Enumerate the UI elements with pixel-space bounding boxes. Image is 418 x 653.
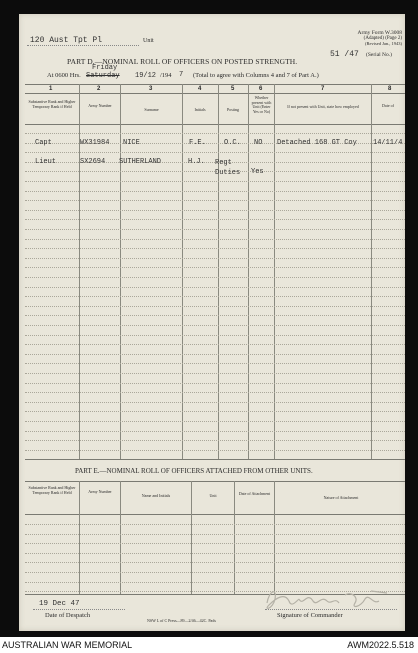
form-adapted: (Adapted) (Page 2) <box>363 36 402 41</box>
header-army-number: Army Number <box>88 103 112 108</box>
ruled-line <box>25 200 405 201</box>
part-e-col-line <box>79 481 80 594</box>
part-e-col-line <box>120 481 121 594</box>
despatch-date: 19 Dec 47 <box>39 600 80 608</box>
ruled-line <box>25 287 405 288</box>
part-d-top-border <box>25 84 405 85</box>
unit-value: 120 Aust Tpt Pl <box>30 36 103 45</box>
header-initials: Initials <box>194 107 206 112</box>
col-number-5: 5 <box>231 86 235 92</box>
year-digit: 7 <box>179 71 184 79</box>
e-header-army-number: Army Number <box>88 489 112 494</box>
ruled-line <box>25 524 405 525</box>
row-rank: Capt <box>35 139 52 147</box>
ruled-line <box>25 553 405 554</box>
document-page <box>19 14 405 631</box>
row-rank: Lieut <box>35 158 57 166</box>
ruled-line <box>25 543 405 544</box>
ruled-line <box>25 411 405 412</box>
ruled-line <box>25 373 405 374</box>
ruled-line <box>25 181 405 182</box>
total-note: (Total to agree with Columns 4 and 7 of Part A.) <box>193 72 319 79</box>
part-e-title: PART E.—NOMINAL ROLL OF OFFICERS ATTACHED FROM OTHER UNITS. <box>75 467 313 475</box>
header-posting: Posting <box>226 107 239 112</box>
row-surname: SUTHERLAND <box>119 158 162 166</box>
ruled-line <box>25 383 405 384</box>
day-handwritten: Friday <box>92 64 118 72</box>
ruled-line <box>25 363 405 364</box>
ruled-line <box>25 562 405 563</box>
col-number-6: 6 <box>259 86 263 92</box>
signature-label: Signature of Commander <box>277 612 343 619</box>
row-initials: F.E. <box>189 139 206 147</box>
header-present: Whether present with Unit (Enter Yes or No) <box>251 95 272 114</box>
printer-note: NSW L of C Press—89—2/46—42C. Pads <box>147 618 216 623</box>
unit-underline <box>27 45 139 46</box>
part-e-col-line <box>234 481 235 594</box>
ruled-line <box>25 335 405 336</box>
col-number-7: 7 <box>321 86 325 92</box>
e-header-name: Name and Initials <box>141 493 171 498</box>
ruled-line <box>25 450 405 451</box>
row-posting: O.C. <box>224 139 241 147</box>
ruled-line <box>25 344 405 345</box>
e-header-rank: Substantive Rank and Higher Temporary Rank if Held <box>28 485 76 495</box>
serial-value: 51 /47 <box>330 50 359 59</box>
part-e-col-line <box>274 481 275 594</box>
row-present: NO <box>254 139 263 147</box>
ruled-line <box>25 402 405 403</box>
form-revised: (Revised Jan., 1943) <box>365 41 402 46</box>
ruled-line <box>25 572 405 573</box>
header-employed: If not present with Unit, state how employed <box>287 104 359 109</box>
unit-label: Unit <box>143 38 154 44</box>
ruled-line <box>25 392 405 393</box>
row-posting: Regt Duties <box>215 159 241 177</box>
ruled-line <box>25 315 405 316</box>
ruled-line <box>25 219 405 220</box>
ruled-line <box>25 421 405 422</box>
ruled-line <box>25 152 405 153</box>
despatch-label: Date of Despatch <box>45 612 91 619</box>
row-date: 14/11/4 <box>373 139 403 147</box>
part-d-title: PART D.—NOMINAL ROLL OF OFFICERS ON POSTED STRENGTH. <box>67 57 298 66</box>
ruled-line <box>25 440 405 441</box>
ruled-line <box>25 229 405 230</box>
form-id: Army Form W.3008 <box>357 30 402 36</box>
header-rank: Substantive Rank and Higher Temporary Rank if Held <box>28 99 76 109</box>
ruled-line <box>25 431 405 432</box>
ruled-line <box>25 306 405 307</box>
ruled-line <box>25 248 405 249</box>
row-present: Yes <box>251 168 264 176</box>
part-d-header-border <box>25 124 405 125</box>
row-initials: H.J. <box>188 158 205 166</box>
ruled-line <box>25 277 405 278</box>
part-d-bottom-border <box>25 459 405 460</box>
row-employed: Detached 168 GT Coy <box>277 139 357 147</box>
caption-right: AWM2022.5.518 <box>347 640 414 650</box>
row-army-number: WX31984 <box>80 139 110 147</box>
header-surname: Surname <box>144 107 159 112</box>
e-header-date: Date of Attachment <box>238 491 271 496</box>
caption-left: AUSTRALIAN WAR MEMORIAL <box>2 640 133 650</box>
signature-underline <box>265 609 397 610</box>
ruled-line <box>25 210 405 211</box>
ruled-line <box>25 267 405 268</box>
at-prefix: At 0600 Hrs. <box>47 72 81 79</box>
header-date: Date of <box>382 103 394 108</box>
e-header-unit: Unit <box>209 493 217 498</box>
ruled-line <box>25 258 405 259</box>
row-army-number: SX2694 <box>80 158 106 166</box>
part-e-header-border <box>25 514 405 515</box>
row-surname: NICE <box>123 139 140 147</box>
col-number-2: 2 <box>97 86 101 92</box>
year-prefix: /194 <box>160 72 172 79</box>
serial-label: (Serial No.) <box>366 52 392 58</box>
despatch-underline <box>33 609 125 610</box>
ruled-line <box>25 133 405 134</box>
col-number-4: 4 <box>198 86 202 92</box>
ruled-line <box>25 191 405 192</box>
col-number-1: 1 <box>49 86 53 92</box>
day-struck: Saturday <box>86 72 120 80</box>
col-number-8: 8 <box>388 86 392 92</box>
ruled-line <box>25 325 405 326</box>
archive-caption <box>0 637 418 653</box>
col-number-3: 3 <box>149 86 153 92</box>
ruled-line <box>25 296 405 297</box>
part-e-top-border <box>25 481 405 482</box>
ruled-line <box>25 354 405 355</box>
part-d-colnum-border <box>25 93 405 94</box>
ruled-line <box>25 239 405 240</box>
ruled-line <box>25 534 405 535</box>
e-header-nature: Nature of Attachment <box>323 495 359 500</box>
date-value: 19/12 <box>135 72 157 80</box>
part-e-col-line <box>191 481 192 594</box>
